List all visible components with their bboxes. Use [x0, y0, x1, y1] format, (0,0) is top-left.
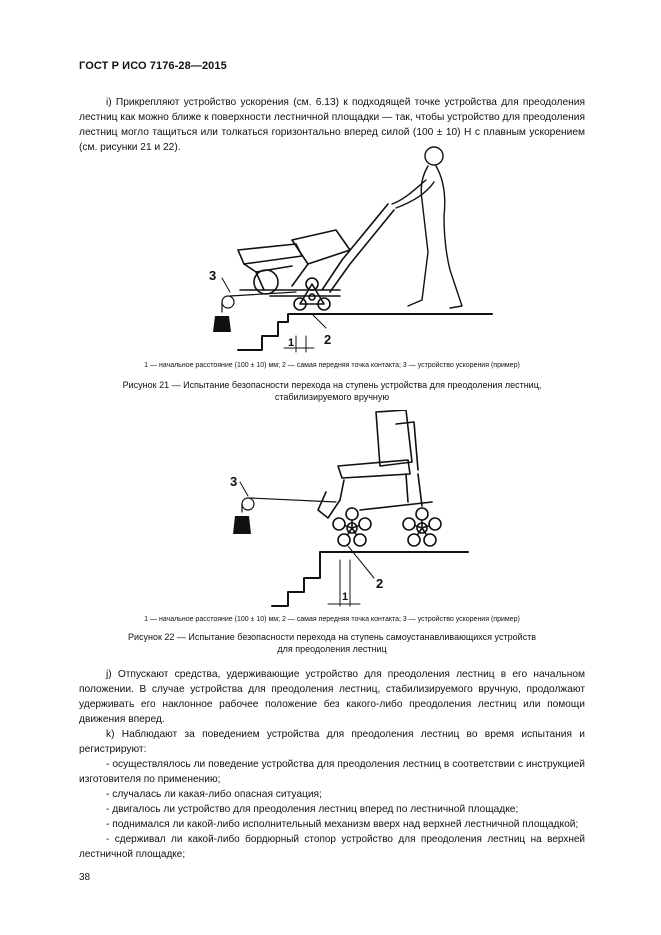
figure-22-caption-line2: для преодоления лестниц — [277, 644, 387, 654]
document-header: ГОСТ Р ИСО 7176-28—2015 — [79, 60, 227, 72]
list-item: - поднимался ли какой-либо исполнительный механизм вверх над верхней лестничной площадкой; — [106, 819, 579, 830]
figure-22-legend: 1 — начальное расстояние (100 ± 10) мм; 2 — самая передняя точка контакта; 3 — устройство ускорения (пример) — [144, 616, 520, 623]
fig22-label-2: 2 — [376, 576, 384, 591]
paragraph-j: j) Отпускают средства, удерживающие устройство для преодоления лестниц в его начальном положении. В случае устройства для преодоления лестниц, стабилизируемого вручную, продолжают удерживать его наклонное рабочее положение без какого-либо преодоления лестниц или помощи движения вперед. — [79, 669, 585, 725]
list-item: - осуществлялось ли поведение устройства для преодоления лестниц в соответствии с инструкцией изготовителя по применению; — [79, 759, 585, 785]
figure-21-drawing — [200, 140, 500, 355]
figure-22-drawing — [200, 410, 480, 610]
figure-21-caption-line1: Рисунок 21 — Испытание безопасности перехода на ступень устройства для преодоления лестниц, — [122, 380, 542, 390]
paragraph-k: k) Наблюдают за поведением устройства для преодоления лестниц во время испытания и регистрируют: — [79, 729, 585, 755]
list-item: - двигалось ли устройство для преодоления лестниц вперед по лестничной площадке; — [106, 804, 519, 815]
list-item: - сдерживал ли какой-либо бордюрный стопор устройство для преодоления лестниц на верхней лестничной площадке; — [79, 834, 585, 860]
fig21-label-1: 1 — [288, 337, 295, 349]
paragraph-i: i) Прикрепляют устройство ускорения (см. 6.13) к подходящей точке устройства для преодоления лестниц как можно ближе к поверхности лестничной площадки — так, чтобы устройство для преодоления лестниц могло тащиться или толкаться горизонтально вперед силой (100 ± 10) Н с плавным ускорением (см. рисунки 21 и 22). — [79, 97, 585, 153]
fig21-label-3: 3 — [209, 268, 217, 283]
fig22-label-1: 1 — [342, 591, 349, 603]
figure-21-caption-line2: стабилизируемого вручную — [274, 392, 390, 402]
fig21-label-2: 2 — [324, 332, 332, 347]
fig22-label-3: 3 — [230, 474, 238, 489]
figure-22-caption-line1: Рисунок 22 — Испытание безопасности перехода на ступень самоустанавливающихся устройств — [127, 632, 537, 642]
figure-21-legend: 1 — начальное расстояние (100 ± 10) мм; 2 — самая передняя точка контакта; 3 — устройство ускорения (пример) — [144, 362, 520, 369]
page-number: 38 — [79, 872, 91, 883]
list-item: - случалась ли какая-либо опасная ситуация; — [106, 789, 322, 800]
